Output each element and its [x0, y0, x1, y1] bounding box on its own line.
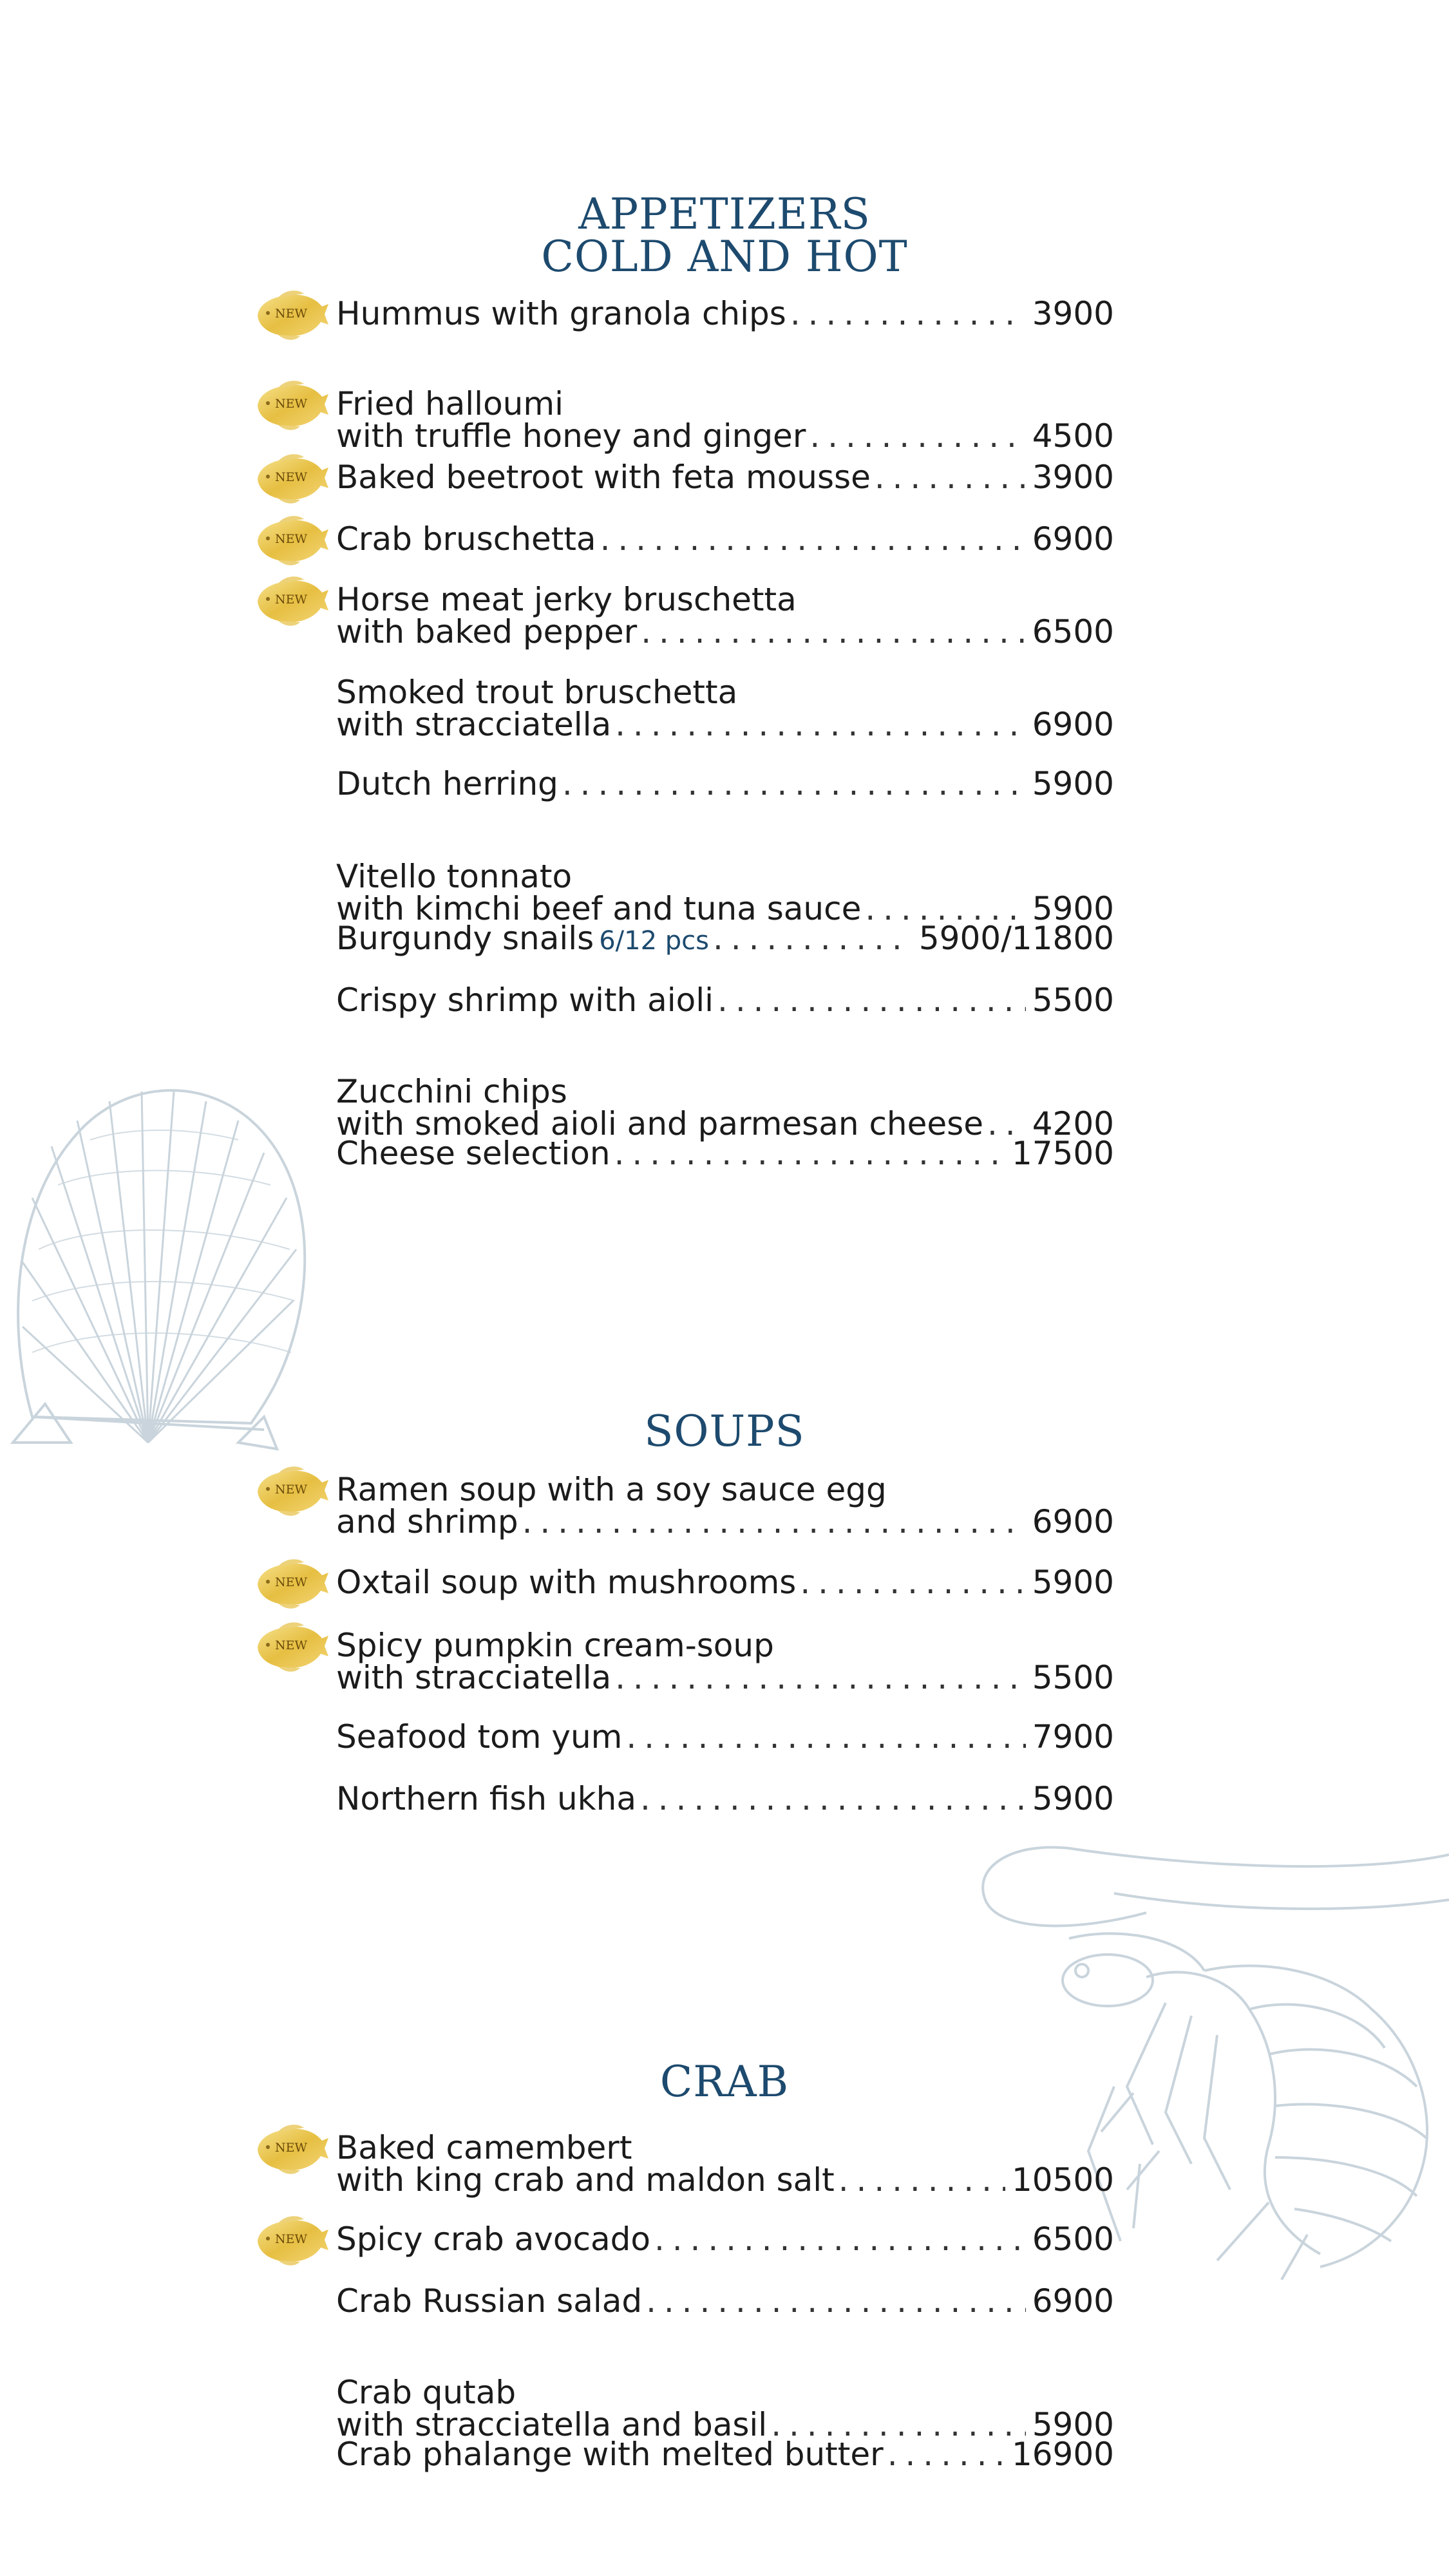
item-price: 6900 [1032, 706, 1114, 743]
new-badge [252, 1553, 330, 1611]
dot-leader [654, 2223, 1026, 2255]
item-name: Oxtail soup with mushrooms [336, 1564, 797, 1601]
menu-item-appetizers [336, 1137, 1114, 1170]
item-name-continued: with truffle honey and ginger [336, 417, 806, 455]
menu-item-appetizers [336, 295, 1114, 332]
menu-item-crab [336, 2129, 1114, 2199]
section-title-line: APPETIZERS [578, 189, 871, 239]
section-title-appetizers [0, 189, 1449, 281]
new-badge-label: NEW [274, 2232, 308, 2246]
menu-item-soups [336, 1780, 1114, 1817]
dot-leader [790, 298, 1026, 330]
item-price: 5900/11800 [918, 920, 1114, 957]
menu-item-crab [336, 2282, 1114, 2320]
dot-leader [640, 1783, 1026, 1815]
dot-leader [562, 768, 1026, 800]
item-price: 16900 [1011, 2436, 1114, 2473]
menu-item-crab [336, 2221, 1114, 2258]
item-name: Crispy shrimp with aioli [336, 981, 714, 1019]
new-badge-label: NEW [274, 397, 308, 411]
dot-leader [713, 922, 913, 954]
item-name: Spicy crab avocado [336, 2221, 650, 2258]
new-badge-label: NEW [274, 592, 308, 607]
item-name-continued: with king crab and maldon salt [336, 2161, 835, 2199]
item-name: Cheese selection [336, 1135, 611, 1172]
item-price: 3900 [1032, 295, 1114, 332]
item-name-continued: with stracciatella [336, 1659, 612, 1696]
item-price: 10500 [1011, 2161, 1114, 2199]
menu-item-appetizers [336, 676, 1114, 741]
section-title-line: CRAB [659, 2057, 790, 2107]
menu-item-soups [336, 1629, 1114, 1694]
dot-leader [838, 2164, 1005, 2196]
new-badge-label: NEW [274, 1482, 308, 1497]
dot-leader [875, 461, 1026, 493]
menu-item-appetizers [336, 520, 1114, 558]
new-badge [252, 285, 330, 343]
new-badge-label: NEW [274, 1638, 308, 1653]
new-badge-label: NEW [274, 2141, 308, 2155]
item-name: Burgundy snails [336, 920, 594, 957]
menu-item-soups [336, 1564, 1114, 1601]
menu-item-appetizers [336, 981, 1114, 1019]
new-badge [252, 375, 330, 433]
new-badge [252, 1461, 330, 1519]
new-badge [252, 1616, 330, 1674]
item-price: 5900 [1032, 765, 1114, 802]
dot-leader [522, 1506, 1026, 1538]
item-name: Zucchini chips [336, 1073, 567, 1110]
item-name: Northern fish ukha [336, 1780, 636, 1817]
new-badge-label: NEW [274, 307, 308, 321]
item-price: 5900 [1032, 1564, 1114, 1601]
item-name: Ramen soup with a soy sauce egg [336, 1471, 887, 1508]
menu-item-appetizers [336, 765, 1114, 802]
item-price: 6900 [1032, 520, 1114, 558]
new-badge [252, 571, 330, 629]
menu-item-appetizers [336, 385, 1114, 455]
dot-leader [626, 1721, 1025, 1753]
dot-leader [646, 2285, 1026, 2317]
item-name: Dutch herring [336, 765, 558, 802]
item-name-continued: with stracciatella [336, 706, 612, 743]
menu-item-appetizers [336, 459, 1114, 496]
item-name: Horse meat jerky bruschetta [336, 581, 797, 618]
item-name: Fried halloumi [336, 385, 564, 422]
item-name-continued: with baked pepper [336, 613, 638, 650]
item-name: Crab phalange with melted butter [336, 2436, 884, 2473]
item-price: 5900 [1032, 890, 1114, 927]
section-title-soups [0, 1406, 1449, 1456]
dot-leader [614, 1137, 1005, 1170]
menu-item-appetizers [336, 860, 1114, 925]
dot-leader [641, 616, 1026, 648]
section-title-line: COLD AND HOT [541, 232, 908, 281]
menu-item-appetizers [336, 1075, 1114, 1140]
new-badge [252, 2119, 330, 2177]
dot-leader [800, 1566, 1025, 1598]
item-price: 5500 [1032, 1659, 1114, 1696]
item-name: Baked camembert [336, 2129, 632, 2166]
item-price: 6900 [1032, 1503, 1114, 1540]
dot-leader [717, 984, 1026, 1016]
item-name-continued: with smoked aioli and parmesan cheese [336, 1105, 983, 1142]
item-price: 6500 [1032, 2221, 1114, 2258]
item-price: 4500 [1032, 417, 1114, 455]
dot-leader [615, 708, 1026, 741]
item-price: 5900 [1032, 1780, 1114, 1817]
item-name: Seafood tom yum [336, 1718, 623, 1756]
item-name: Vitello tonnato [336, 858, 573, 895]
item-name-continued: and shrimp [336, 1503, 518, 1540]
menu-item-crab [336, 2376, 1114, 2441]
item-price: 6500 [1032, 613, 1114, 650]
item-name: Smoked trout bruschetta [336, 674, 738, 711]
dot-leader [600, 523, 1026, 555]
dot-leader [615, 1662, 1026, 1694]
menu-item-soups [336, 1718, 1114, 1756]
item-price: 3900 [1032, 459, 1114, 496]
item-name-continued: with stracciatella and basil [336, 2406, 768, 2443]
menu-item-crab [336, 2436, 1114, 2473]
section-title-crab [0, 2057, 1449, 2107]
item-price: 5500 [1032, 981, 1114, 1019]
menu-item-appetizers [336, 583, 1114, 648]
new-badge [252, 2210, 330, 2268]
item-price: 7900 [1032, 1718, 1114, 1756]
item-name: Spicy pumpkin cream-soup [336, 1627, 774, 1664]
new-badge-label: NEW [274, 470, 308, 484]
item-price: 4200 [1032, 1105, 1114, 1142]
item-name: Crab bruschetta [336, 520, 596, 558]
section-title-line: SOUPS [644, 1406, 805, 1456]
dot-leader [887, 2438, 1005, 2470]
item-name-continued: with kimchi beef and tuna sauce [336, 890, 862, 927]
item-name: Crab qutab [336, 2374, 516, 2411]
scallop-shell-illustration [0, 1056, 316, 1455]
item-note: 6/12 pcs [599, 926, 709, 956]
item-price: 6900 [1032, 2282, 1114, 2320]
dot-leader [810, 420, 1025, 452]
menu-item-appetizers [336, 922, 1114, 957]
menu-item-soups [336, 1473, 1114, 1538]
new-badge-label: NEW [274, 532, 308, 546]
new-badge [252, 510, 330, 568]
item-price: 17500 [1011, 1135, 1114, 1172]
item-name: Crab Russian salad [336, 2282, 643, 2320]
new-badge [252, 448, 330, 506]
item-price: 5900 [1032, 2406, 1114, 2443]
item-name: Hummus with granola chips [336, 295, 786, 332]
item-name: Baked beetroot with feta mousse [336, 459, 871, 496]
new-badge-label: NEW [274, 1575, 308, 1589]
